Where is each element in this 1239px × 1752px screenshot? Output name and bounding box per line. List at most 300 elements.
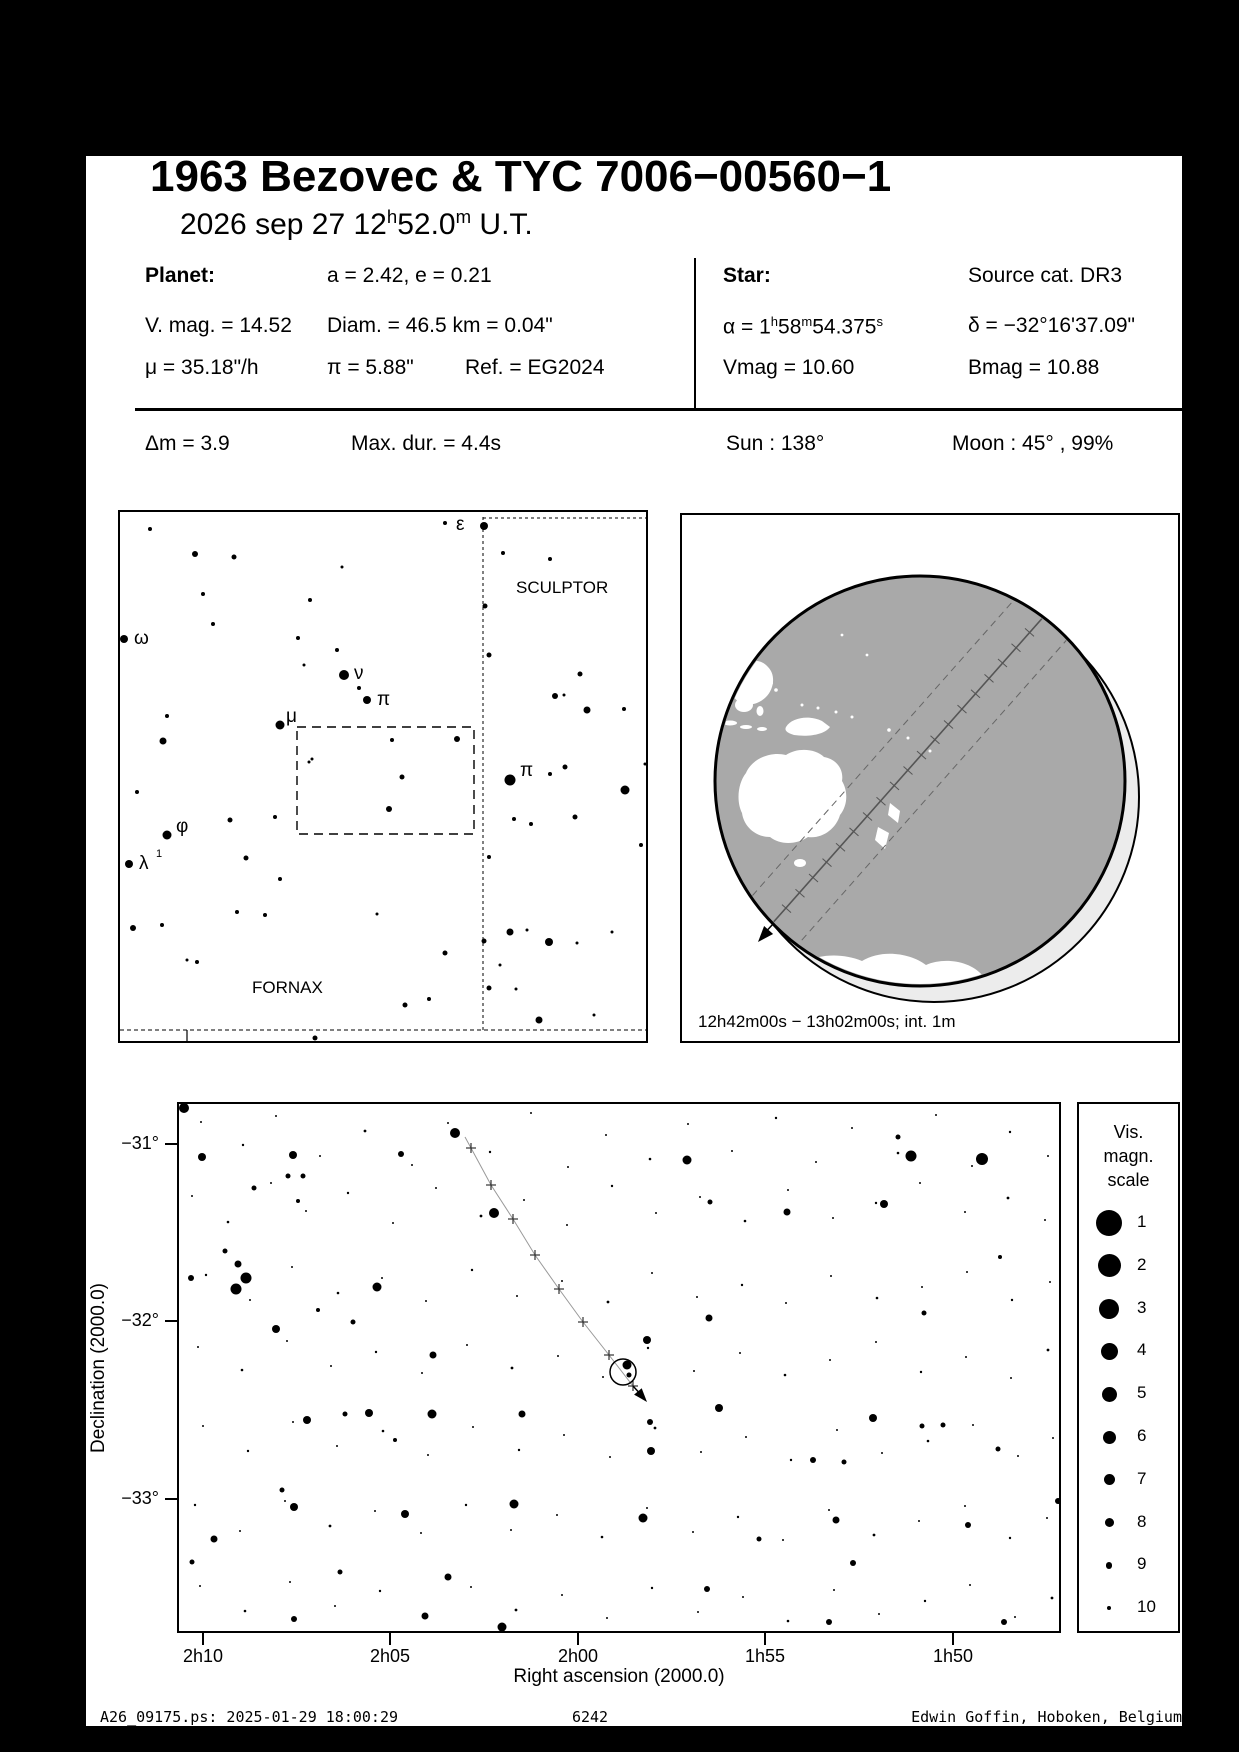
star-dot bbox=[211, 622, 215, 626]
star-dec: δ = −32°16'37.09" bbox=[968, 314, 1136, 337]
star-dot bbox=[697, 1611, 699, 1613]
legend-magnitude-value: 10 bbox=[1137, 1597, 1156, 1617]
star-dot bbox=[276, 721, 285, 730]
star-source-catalog: Source cat. DR3 bbox=[968, 264, 1123, 287]
star-dot bbox=[556, 1514, 558, 1516]
star-dot bbox=[343, 1412, 348, 1417]
star-dot bbox=[1049, 1281, 1051, 1283]
star-dot bbox=[351, 1320, 356, 1325]
legend-magnitude-value: 6 bbox=[1137, 1426, 1147, 1445]
sulawesi-island bbox=[757, 706, 764, 716]
star-dot bbox=[392, 1222, 394, 1224]
star-dot bbox=[965, 1522, 971, 1528]
star-ra bbox=[723, 314, 883, 340]
star-dot bbox=[272, 1325, 280, 1333]
star-dot bbox=[296, 1199, 300, 1203]
star-dot bbox=[339, 670, 349, 680]
star-dot bbox=[964, 1211, 966, 1213]
star-dot bbox=[869, 1414, 877, 1422]
star-dot bbox=[545, 938, 553, 946]
star-dot bbox=[308, 598, 312, 602]
star-dot bbox=[286, 1340, 288, 1342]
star-dot bbox=[828, 1509, 830, 1511]
star-label-mu: μ bbox=[286, 706, 297, 727]
star-dot bbox=[829, 1359, 831, 1361]
star-dot bbox=[334, 1605, 336, 1607]
star-dot bbox=[411, 1164, 413, 1166]
star-dot bbox=[784, 1209, 791, 1216]
star-dot bbox=[445, 1574, 452, 1581]
y-axis-tick-label: −33° bbox=[121, 1488, 159, 1508]
star-dot bbox=[647, 1347, 649, 1349]
star-dot bbox=[935, 1114, 937, 1116]
y-axis-tick bbox=[165, 1498, 177, 1500]
planet-motion: μ = 35.18"/h bbox=[145, 356, 259, 379]
legend-magnitude-value: 3 bbox=[1137, 1297, 1147, 1317]
x-axis-tick bbox=[952, 1633, 954, 1645]
star-dot bbox=[708, 1200, 713, 1205]
star-dot bbox=[308, 761, 311, 764]
star-dot bbox=[401, 1510, 409, 1518]
legend-magnitude-dot bbox=[1101, 1343, 1118, 1360]
star-dot bbox=[1055, 1498, 1059, 1504]
track-time-range: 12h42m00s − 13h02m00s; int. 1m bbox=[698, 1012, 956, 1031]
max-duration: Max. dur. = 4.4s bbox=[351, 432, 501, 455]
star-dot bbox=[655, 1212, 657, 1214]
star-dot bbox=[191, 1195, 193, 1197]
star-dot bbox=[611, 931, 614, 934]
footer-page-number: 6242 bbox=[571, 1708, 609, 1726]
event-datetime bbox=[180, 206, 533, 242]
star-dot bbox=[284, 1500, 286, 1502]
star-dot bbox=[518, 1449, 520, 1451]
star-dot bbox=[135, 790, 139, 794]
star-dot bbox=[337, 1292, 340, 1295]
star-dot bbox=[289, 1581, 291, 1583]
star-dot bbox=[244, 856, 249, 861]
star-dot bbox=[593, 1014, 596, 1017]
y-axis-tick bbox=[165, 1143, 177, 1145]
star-dot bbox=[1014, 1616, 1016, 1618]
star-dot bbox=[179, 1104, 189, 1113]
star-dot bbox=[347, 1192, 349, 1194]
pacific-islet bbox=[929, 750, 932, 753]
star-section-label: Star: bbox=[723, 264, 771, 287]
info-rule bbox=[135, 408, 1182, 411]
detail-chart bbox=[179, 1104, 1059, 1631]
star-dot bbox=[563, 1434, 565, 1436]
star-dot bbox=[398, 1151, 404, 1157]
star-dot bbox=[197, 1346, 199, 1348]
star-dot bbox=[223, 1249, 228, 1254]
star-dot bbox=[363, 696, 371, 704]
star-dot bbox=[291, 1266, 293, 1268]
star-dot bbox=[201, 592, 205, 596]
star-dot bbox=[482, 939, 487, 944]
magnitude-drop: Δm = 3.9 bbox=[145, 432, 230, 455]
star-dot bbox=[920, 1424, 925, 1429]
star-dot bbox=[382, 1430, 385, 1433]
star-dot bbox=[430, 1352, 437, 1359]
star-dot bbox=[507, 929, 514, 936]
star-dot bbox=[833, 1517, 840, 1524]
star-dot bbox=[976, 1153, 988, 1165]
star-dot bbox=[148, 527, 152, 531]
star-dot bbox=[376, 913, 379, 916]
star-dot bbox=[241, 1369, 244, 1372]
star-dot bbox=[516, 1295, 518, 1297]
star-dot bbox=[1001, 1619, 1007, 1625]
star-dot bbox=[252, 1186, 257, 1191]
star-dot bbox=[364, 1130, 367, 1133]
borneo-island bbox=[735, 698, 753, 712]
star-dot bbox=[403, 1003, 408, 1008]
star-dot bbox=[742, 1596, 744, 1598]
date-sup-m: m bbox=[455, 206, 472, 227]
star-dot bbox=[878, 1613, 880, 1615]
star-dot bbox=[301, 1174, 306, 1179]
star-dot bbox=[422, 1613, 429, 1620]
star-dot bbox=[941, 1423, 946, 1428]
star-dot bbox=[247, 1450, 249, 1452]
star-dot bbox=[242, 1144, 244, 1146]
star-dot bbox=[557, 1355, 559, 1357]
star-dot bbox=[381, 1277, 383, 1279]
star-dot bbox=[920, 1371, 922, 1373]
detail-field-outline bbox=[297, 727, 474, 834]
y-axis-tick-label: −31° bbox=[121, 1133, 159, 1153]
star-dot bbox=[687, 1123, 689, 1125]
star-dot bbox=[897, 1152, 900, 1155]
star-dot bbox=[644, 763, 647, 766]
star-dot bbox=[787, 1189, 789, 1191]
star-dot bbox=[966, 1271, 968, 1273]
star-dot bbox=[548, 557, 552, 561]
star-dot bbox=[205, 1274, 207, 1276]
star-dot bbox=[188, 1275, 194, 1281]
star-dot bbox=[1047, 1155, 1049, 1157]
star-dot bbox=[292, 1421, 294, 1423]
star-dot bbox=[160, 738, 167, 745]
star-dot bbox=[965, 1356, 967, 1358]
star-dot bbox=[647, 1419, 653, 1425]
star-dot bbox=[428, 1410, 437, 1419]
star-dot bbox=[782, 1539, 784, 1541]
star-dot bbox=[329, 1525, 332, 1528]
star-dot bbox=[501, 551, 505, 555]
tasmania-island bbox=[794, 859, 806, 867]
star-dot bbox=[373, 1283, 382, 1292]
star-dot bbox=[296, 636, 300, 640]
star-dot bbox=[563, 765, 568, 770]
star-dot bbox=[737, 1516, 739, 1518]
star-dot bbox=[530, 1112, 532, 1114]
star-dot bbox=[291, 1616, 297, 1622]
star-dot bbox=[375, 1351, 377, 1353]
star-dot bbox=[790, 1459, 792, 1461]
ra-pre: α = 1 bbox=[723, 315, 771, 339]
star-dot bbox=[211, 1536, 218, 1543]
star-label-pi-fornax: π bbox=[377, 689, 391, 710]
star-dot bbox=[567, 1166, 569, 1168]
x-axis-tick bbox=[764, 1633, 766, 1645]
star-dot bbox=[275, 1115, 277, 1117]
star-dot bbox=[757, 1537, 762, 1542]
star-dot bbox=[601, 1536, 604, 1539]
star-dot bbox=[125, 860, 133, 868]
star-dot bbox=[465, 1504, 467, 1506]
star-dot bbox=[427, 1454, 429, 1456]
star-dot bbox=[249, 1299, 251, 1301]
star-dot bbox=[654, 1427, 657, 1430]
star-dot bbox=[526, 929, 529, 932]
star-dot bbox=[1052, 1437, 1054, 1439]
star-dot bbox=[471, 1269, 473, 1271]
pacific-islet bbox=[835, 711, 838, 714]
star-dot bbox=[120, 635, 128, 643]
star-dot bbox=[739, 1352, 741, 1354]
finder-chart-panel bbox=[118, 510, 648, 1043]
star-dot bbox=[1017, 1455, 1019, 1457]
star-dot bbox=[235, 910, 239, 914]
sumatra-island bbox=[701, 691, 726, 710]
x-axis-tick bbox=[389, 1633, 391, 1645]
x-axis-tick bbox=[577, 1633, 579, 1645]
star-dot bbox=[611, 1185, 613, 1187]
star-label-lambda-sup: 1 bbox=[156, 848, 163, 860]
star-dot bbox=[519, 1411, 526, 1418]
constellation-sculptor: SCULPTOR bbox=[516, 578, 609, 597]
star-label-lambda: λ bbox=[139, 853, 149, 874]
star-dot bbox=[443, 951, 448, 956]
australia-landmass bbox=[739, 750, 847, 843]
legend-magnitude-dot bbox=[1102, 1387, 1117, 1402]
legend-magnitude-value: 4 bbox=[1137, 1340, 1147, 1360]
star-dot bbox=[241, 1273, 252, 1284]
globe-panel bbox=[680, 513, 1180, 1043]
star-dot bbox=[529, 822, 533, 826]
star-dot bbox=[512, 817, 516, 821]
star-dot bbox=[731, 1150, 733, 1152]
star-label-pi-sculptor: π bbox=[520, 760, 534, 781]
star-dot bbox=[270, 1182, 272, 1184]
star-dot bbox=[194, 1504, 196, 1506]
star-dot bbox=[647, 1447, 655, 1455]
star-dot bbox=[273, 815, 277, 819]
planet-vmag: V. mag. = 14.52 bbox=[145, 314, 292, 337]
x-axis-tick-label: 1h50 bbox=[932, 1646, 974, 1666]
star-dot bbox=[489, 1151, 491, 1153]
legend-magnitude-dot bbox=[1103, 1431, 1116, 1444]
ra-sec: 54.375 bbox=[812, 315, 877, 339]
star-dot bbox=[231, 1284, 242, 1295]
star-dot bbox=[563, 694, 566, 697]
star-dot bbox=[472, 1426, 474, 1428]
star-dot bbox=[425, 1300, 427, 1302]
star-dot bbox=[510, 1529, 512, 1531]
x-axis-title: Right ascension (2000.0) bbox=[513, 1666, 725, 1687]
star-dot bbox=[573, 815, 578, 820]
star-dot bbox=[515, 1609, 518, 1612]
legend-magnitude-value: 5 bbox=[1137, 1383, 1147, 1403]
star-dot bbox=[851, 1127, 853, 1129]
target-companion-star bbox=[627, 1373, 632, 1378]
legend-title-line1: Vis. bbox=[1113, 1122, 1144, 1142]
star-dot bbox=[536, 1017, 543, 1024]
star-dot bbox=[850, 1560, 856, 1566]
star-dot bbox=[643, 1336, 651, 1344]
star-dot bbox=[466, 1344, 468, 1346]
star-dot bbox=[833, 1589, 835, 1591]
star-dot bbox=[998, 1255, 1002, 1259]
star-dot bbox=[715, 1404, 723, 1412]
pacific-islet bbox=[887, 728, 891, 732]
star-dot bbox=[390, 738, 394, 742]
star-dot bbox=[341, 566, 344, 569]
star-dot bbox=[810, 1457, 816, 1463]
legend-magnitude-value: 7 bbox=[1137, 1468, 1147, 1488]
star-dot bbox=[447, 1122, 449, 1124]
star-dot bbox=[1046, 1517, 1048, 1519]
star-dot bbox=[303, 1416, 311, 1424]
star-dot bbox=[693, 1370, 695, 1372]
star-dot bbox=[165, 714, 169, 718]
footer-author: Edwin Goffin, Hoboken, Belgium bbox=[911, 1708, 1182, 1726]
star-dot bbox=[646, 1507, 648, 1509]
star-dot bbox=[228, 818, 233, 823]
star-dot bbox=[239, 1530, 241, 1532]
star-dot bbox=[969, 1584, 971, 1586]
star-dot bbox=[319, 1155, 321, 1157]
star-dot bbox=[483, 604, 488, 609]
legend-magnitude-dot bbox=[1096, 1210, 1122, 1236]
star-dot bbox=[826, 1619, 832, 1625]
legend-title-line3: scale bbox=[1107, 1170, 1150, 1190]
star-dot bbox=[692, 1531, 694, 1533]
target-star-marker bbox=[610, 1359, 636, 1385]
legend-magnitude-dot bbox=[1099, 1299, 1119, 1319]
philippines-island bbox=[764, 673, 768, 677]
star-label-nu: ν bbox=[354, 663, 364, 684]
detail-chart-panel bbox=[177, 1102, 1061, 1633]
star-dot bbox=[744, 1220, 747, 1223]
star-dot bbox=[235, 1261, 242, 1268]
pacific-islet bbox=[851, 716, 854, 719]
planet-reference: Ref. = EG2024 bbox=[465, 356, 605, 379]
star-dot bbox=[576, 942, 579, 945]
star-dot bbox=[639, 1514, 648, 1523]
star-dot bbox=[365, 1409, 373, 1417]
star-dot bbox=[651, 1587, 653, 1589]
legend-magnitude-dot bbox=[1106, 1562, 1113, 1569]
star-dot bbox=[873, 1534, 876, 1537]
star-dot bbox=[696, 1296, 698, 1298]
info-column-divider bbox=[694, 258, 696, 410]
star-dot bbox=[919, 1182, 921, 1184]
y-axis-title: Declination (2000.0) bbox=[88, 1282, 109, 1454]
star-dot bbox=[443, 521, 447, 525]
pacific-islet bbox=[817, 707, 820, 710]
star-dot bbox=[906, 1151, 917, 1162]
star-dot bbox=[305, 1210, 307, 1212]
star-label-epsilon: ε bbox=[456, 514, 465, 535]
x-axis-tick-label: 2h10 bbox=[182, 1646, 224, 1666]
planet-section-label: Planet: bbox=[145, 264, 216, 287]
star-dot bbox=[427, 997, 431, 1001]
star-dot bbox=[286, 1174, 291, 1179]
star-dot bbox=[290, 1503, 298, 1511]
star-dot bbox=[609, 1456, 611, 1458]
ra-sup-s: s bbox=[876, 314, 883, 329]
star-dot bbox=[480, 1215, 483, 1218]
star-dot bbox=[745, 1436, 747, 1438]
star-dot bbox=[704, 1586, 710, 1592]
star-dot bbox=[480, 522, 488, 530]
star-dot bbox=[200, 1121, 202, 1123]
star-dot bbox=[130, 925, 136, 931]
star-dot bbox=[651, 1272, 653, 1274]
star-dot bbox=[515, 988, 518, 991]
star-dot bbox=[160, 923, 164, 927]
star-dot bbox=[875, 1341, 877, 1343]
star-dot bbox=[303, 664, 306, 667]
star-dot bbox=[566, 1224, 568, 1226]
star-dot bbox=[548, 772, 552, 776]
ra-min: 58 bbox=[778, 315, 802, 339]
date-post: U.T. bbox=[471, 207, 533, 241]
star-dot bbox=[336, 1445, 338, 1447]
x-axis-tick-label: 2h05 bbox=[369, 1646, 411, 1666]
footer-filename: A26_09175.ps: 2025-01-29 18:00:29 bbox=[100, 1708, 399, 1726]
x-axis-tick-label: 1h55 bbox=[744, 1646, 786, 1666]
pacific-islet bbox=[841, 634, 844, 637]
planet-orbit: a = 2.42, e = 0.21 bbox=[327, 264, 492, 287]
star-dot bbox=[357, 686, 361, 690]
star-dot bbox=[421, 1372, 423, 1374]
star-dot bbox=[972, 1424, 974, 1426]
star-dot bbox=[1010, 1377, 1012, 1379]
legend-title-line2: magn. bbox=[1103, 1146, 1154, 1166]
track-direction-arrow bbox=[758, 926, 773, 942]
star-dot bbox=[186, 959, 189, 962]
star-dot bbox=[622, 707, 626, 711]
star-dot bbox=[232, 555, 237, 560]
star-dot bbox=[487, 653, 492, 658]
star-dot bbox=[741, 1284, 743, 1286]
planet-parallax: π = 5.88" bbox=[327, 356, 414, 379]
star-dot bbox=[876, 1297, 879, 1300]
star-dot bbox=[1009, 1537, 1011, 1539]
legend-magnitude-value: 2 bbox=[1137, 1254, 1147, 1274]
earth-globe bbox=[682, 515, 1178, 1041]
star-label-phi: φ bbox=[176, 816, 189, 837]
date-mid: 52.0 bbox=[397, 207, 456, 241]
star-dot bbox=[338, 1570, 343, 1575]
star-dot bbox=[1044, 1219, 1046, 1221]
star-dot bbox=[163, 831, 172, 840]
star-dot bbox=[830, 1275, 832, 1277]
star-dot bbox=[561, 1280, 563, 1282]
star-dot bbox=[454, 736, 460, 742]
star-dot bbox=[1047, 1349, 1050, 1352]
star-dot bbox=[621, 786, 630, 795]
star-dot bbox=[499, 964, 502, 967]
legend-magnitude-dot bbox=[1104, 1474, 1115, 1485]
philippines-island bbox=[769, 681, 773, 685]
star-dot bbox=[195, 960, 199, 964]
star-dot bbox=[244, 1610, 247, 1613]
star-dot bbox=[1007, 1197, 1010, 1200]
